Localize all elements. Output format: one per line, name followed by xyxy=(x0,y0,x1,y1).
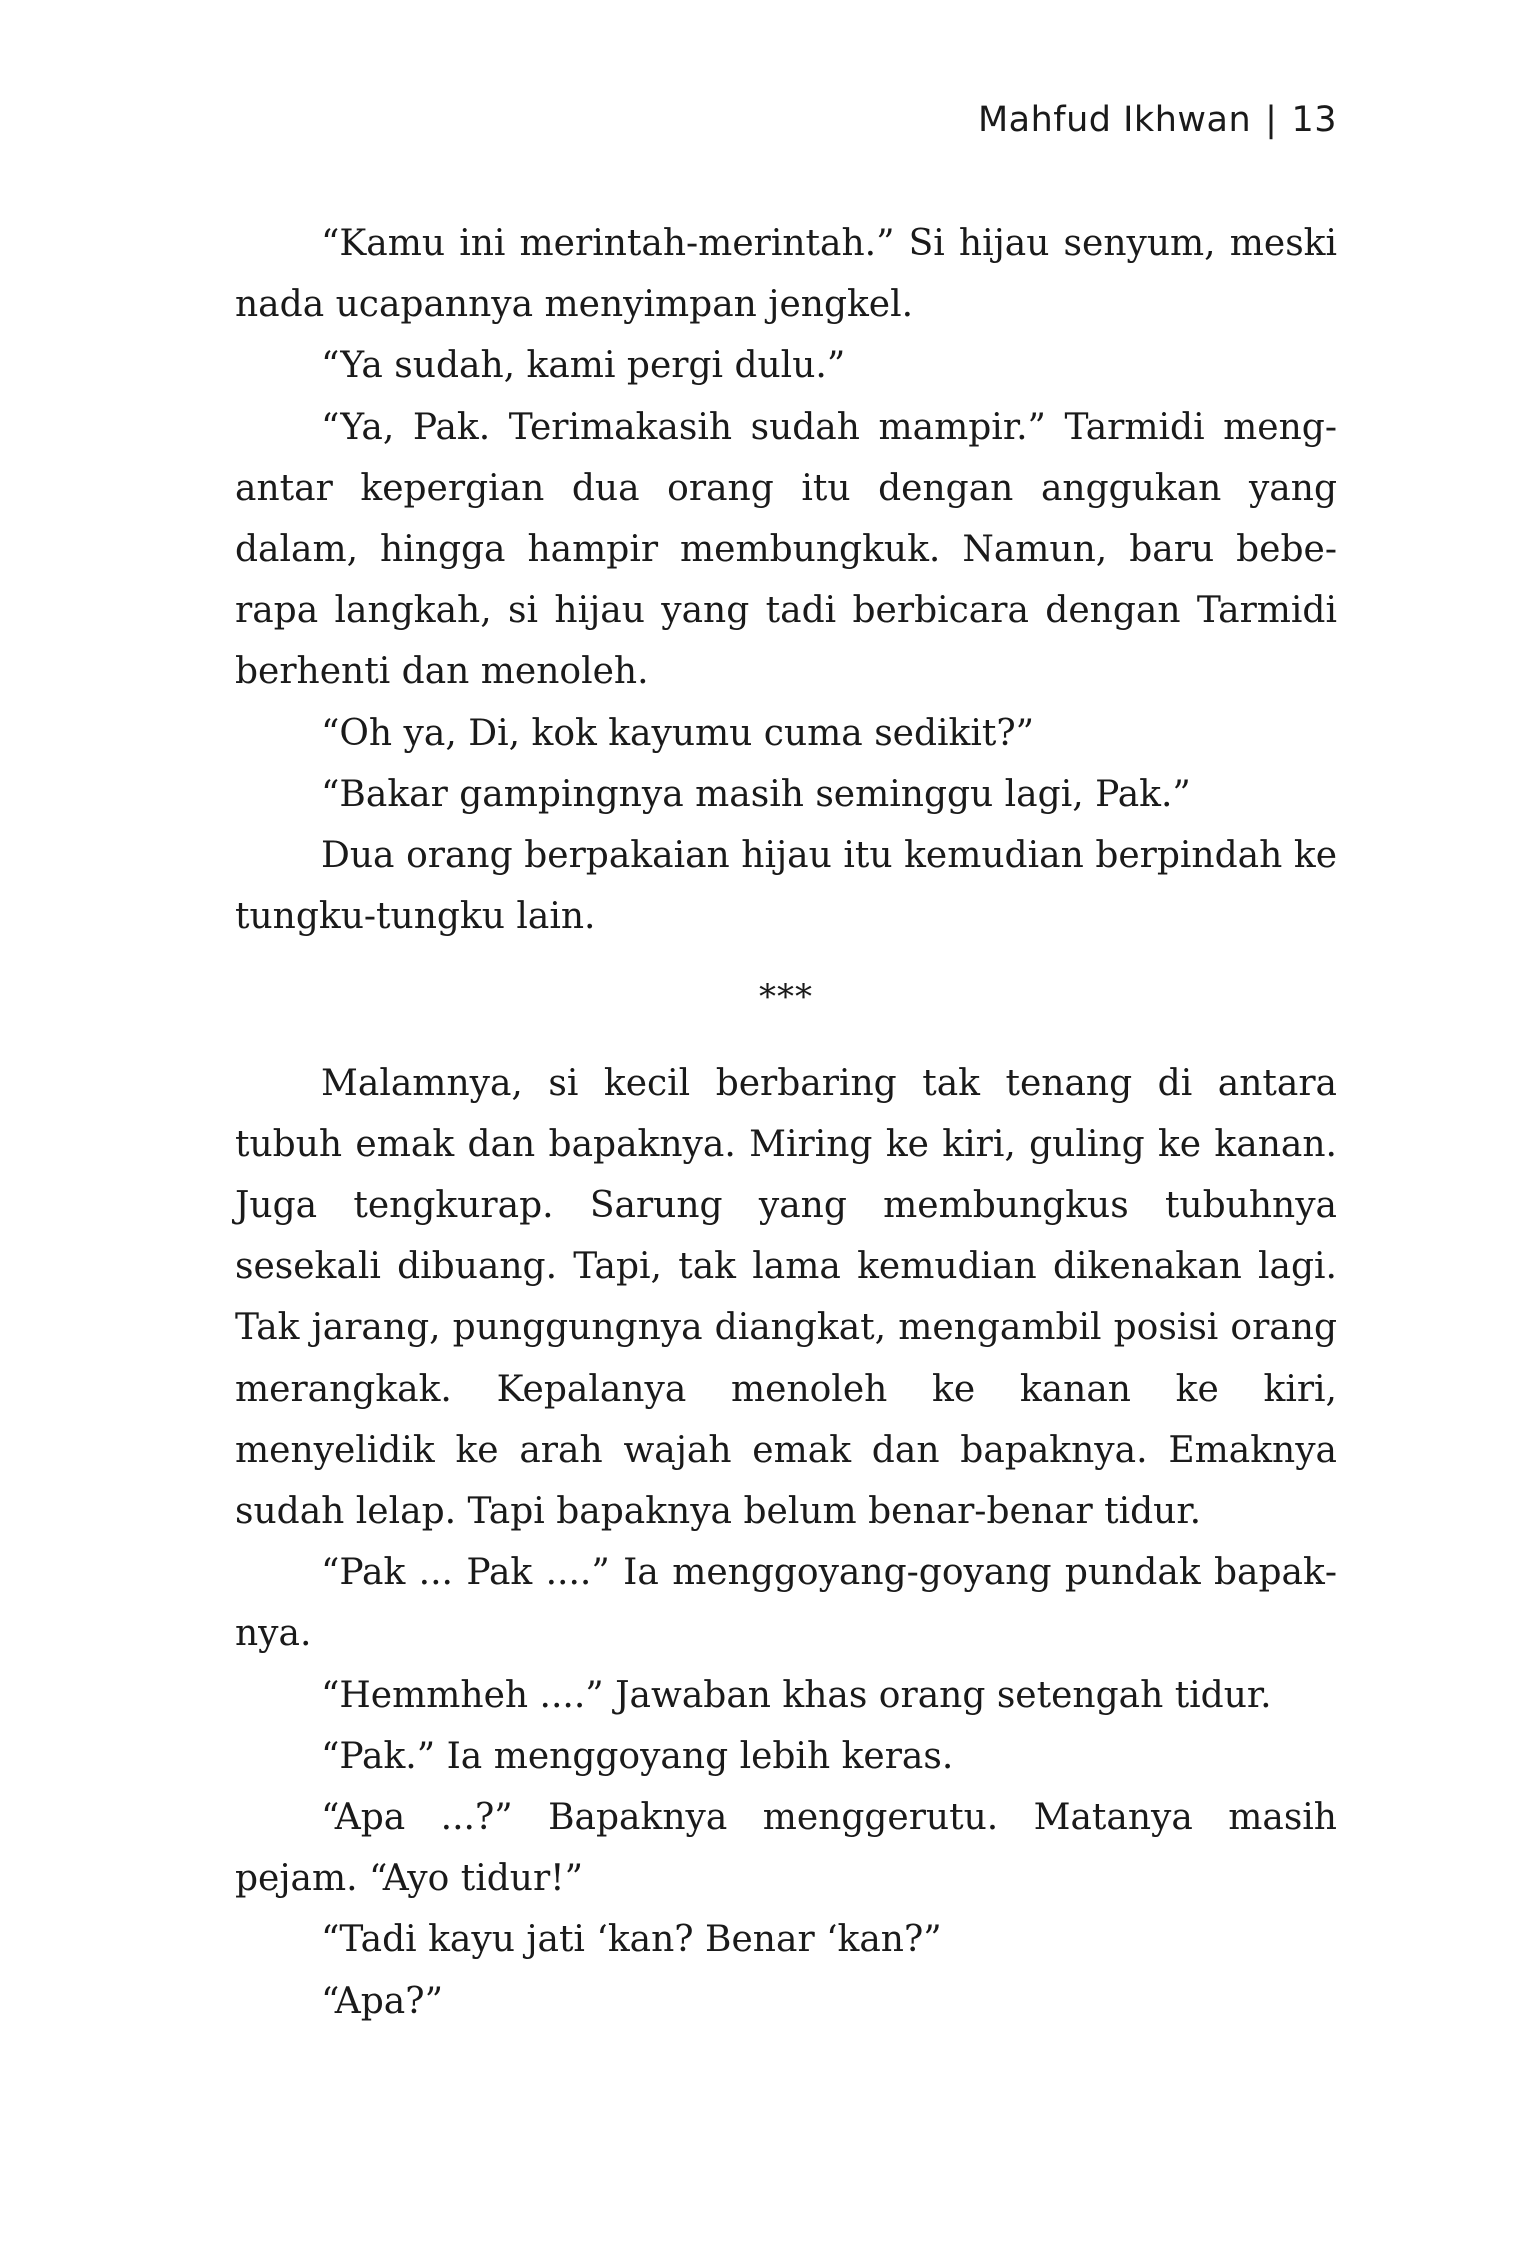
paragraph: “Tadi kayu jati ‘kan? Benar ‘kan?” xyxy=(321,1919,942,1961)
paragraph: “Pak.” Ia menggoyang lebih keras. xyxy=(321,1735,954,1777)
running-header xyxy=(978,100,1337,140)
header-separator: | xyxy=(1265,100,1278,140)
paragraph: “Ya sudah, kami pergi dulu.” xyxy=(321,345,846,387)
page-number: 13 xyxy=(1291,100,1337,140)
paragraph: “Bakar gampingnya masih seminggu lagi, Pak.” xyxy=(321,773,1191,815)
paragraph: “Ya, Pak. Terimakasih sudah mampir.” Tarmidi mengantar kepergian dua orang itu dengan anggukan yang dalam, hingga hampir membungkuk. Namun, baru beberapa langkah, si hijau yang tadi berbicara dengan Tarmidi berhenti dan menoleh. xyxy=(235,406,1337,693)
paragraph: “Oh ya, Di, kok kayumu cuma sedikit?” xyxy=(321,712,1035,754)
paragraph: “Kamu ini merintah-merintah.” Si hijau senyum, meski nada ucapannya menyimpan jengkel. xyxy=(235,223,1337,326)
paragraph: Dua orang berpakaian hijau itu kemudian berpindah ke tungku-tungku lain. xyxy=(235,835,1337,938)
paragraph: Malamnya, si kecil berbaring tak tenang di antara tubuh emak dan bapaknya. Miring ke kiri, guling ke kanan. Juga tengkurap. Sarung yang membungkus tubuhnya sesekali dibuang. Tapi, tak lama kemudian dikenakan lagi. Tak jarang, punggungnya diangkat, mengambil posisi orang merangkak. Kepalanya menoleh ke kanan ke kiri, menyelidik ke arah wajah emak dan bapaknya. Emaknya sudah lelap. Tapi bapaknya belum benar-benar tidur. xyxy=(235,1062,1337,1533)
paragraph: “Apa ...?” Bapaknya menggerutu. Matanya masih pejam. “Ayo tidur!” xyxy=(235,1797,1337,1900)
paragraph: “Pak ... Pak ....” Ia menggoyang-goyang pundak bapaknya. xyxy=(235,1552,1337,1655)
author-name: Mahfud Ikhwan xyxy=(977,100,1252,140)
paragraph: “Hemmheh ....” Jawaban khas orang setengah tidur. xyxy=(321,1674,1272,1716)
body-text xyxy=(235,213,1337,2032)
paragraph: “Apa?” xyxy=(321,1980,443,2022)
scene-break: *** xyxy=(759,977,813,1018)
